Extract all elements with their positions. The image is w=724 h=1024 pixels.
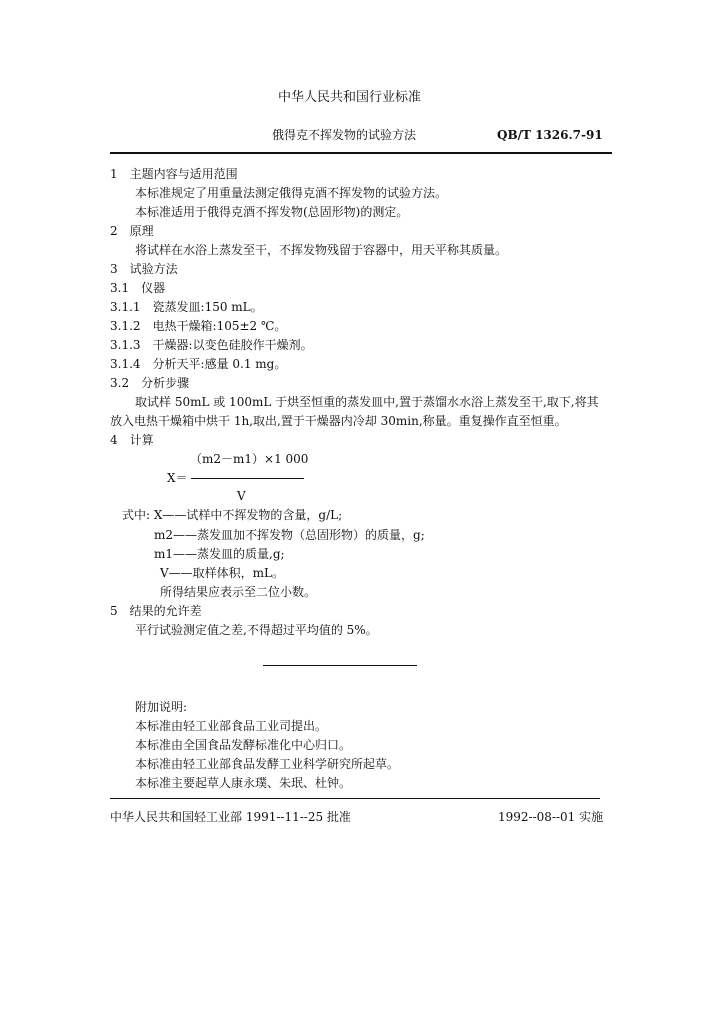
effective-date: 1992--08--01 实施 — [498, 810, 604, 824]
section-4-heading: 4 计算 — [110, 433, 154, 447]
section-1-paragraph-2: 本标准适用于俄得克酒不挥发物(总固形物)的测定。 — [135, 205, 409, 219]
appendix-line-4: 本标准主要起草人康永璞、朱珉、杜钟。 — [135, 776, 352, 790]
definition-x: 式中: X——试样中不挥发物的含量，g/L; — [122, 508, 343, 522]
section-2-heading: 2 原理 — [110, 224, 154, 238]
header-rule — [110, 152, 612, 154]
formula-denominator: V — [237, 489, 246, 503]
section-3-1-1: 3.1.1 瓷蒸发皿:150 mL。 — [110, 300, 263, 314]
section-3-heading: 3 试验方法 — [110, 262, 178, 276]
rounding-note: 所得结果应表示至二位小数。 — [160, 585, 317, 599]
formula-fraction-bar — [191, 478, 304, 479]
standard-org-title: 中华人民共和国行业标准 — [278, 90, 422, 105]
definition-m1: m1——蒸发皿的质量,g; — [154, 547, 285, 561]
approval-line: 中华人民共和国轻工业部 1991--11--25 批准 — [110, 810, 351, 824]
section-3-1-2: 3.1.2 电热干燥箱:105±2 ℃。 — [110, 319, 287, 333]
definition-v: V——取样体积，mL。 — [160, 566, 285, 580]
appendix-line-2: 本标准由全国食品发酵标准化中心归口。 — [135, 738, 352, 752]
section-1-paragraph-1: 本标准规定了用重量法测定俄得克酒不挥发物的试验方法。 — [135, 186, 448, 200]
footer-rule — [110, 798, 600, 799]
appendix-heading: 附加说明: — [135, 700, 188, 714]
document-title: 俄得克不挥发物的试验方法 — [272, 128, 417, 142]
section-3-1-heading: 3.1 仪器 — [110, 281, 166, 295]
section-5-paragraph: 平行试验测定值之差,不得超过平均值的 5%。 — [135, 623, 378, 637]
end-of-text-rule — [263, 665, 417, 666]
appendix-line-3: 本标准由轻工业部食品发酵工业科学研究所起草。 — [135, 757, 400, 771]
formula-numerator: （m2－m1）×1 000 — [190, 452, 309, 466]
section-1-heading: 1 主题内容与适用范围 — [110, 167, 238, 181]
section-3-2-heading: 3.2 分析步骤 — [110, 376, 190, 390]
section-2-paragraph: 将试样在水浴上蒸发至干，不挥发物残留于容器中，用天平称其质量。 — [135, 243, 508, 257]
formula-lhs: X＝ — [167, 471, 188, 485]
standard-code: QB/T 1326.7-91 — [497, 128, 603, 142]
section-3-2-line-1: 取试样 50mL 或 100mL 于烘至恒重的蒸发皿中,置于蒸馏水水浴上蒸发至干,取下,将其 — [135, 395, 599, 409]
section-3-2-line-2: 放入电热干燥箱中烘干 1h,取出,置于干燥器内冷却 30min,称量。重复操作直至恒重。 — [110, 414, 567, 428]
appendix-line-1: 本标准由轻工业部食品工业司提出。 — [135, 719, 328, 733]
section-3-1-4: 3.1.4 分析天平:感量 0.1 mg。 — [110, 357, 287, 371]
section-3-1-3: 3.1.3 干燥器:以变色硅胶作干燥剂。 — [110, 338, 313, 352]
definition-m2: m2——蒸发皿加不挥发物（总固形物）的质量，g; — [154, 528, 425, 542]
section-5-heading: 5 结果的允许差 — [110, 604, 202, 618]
